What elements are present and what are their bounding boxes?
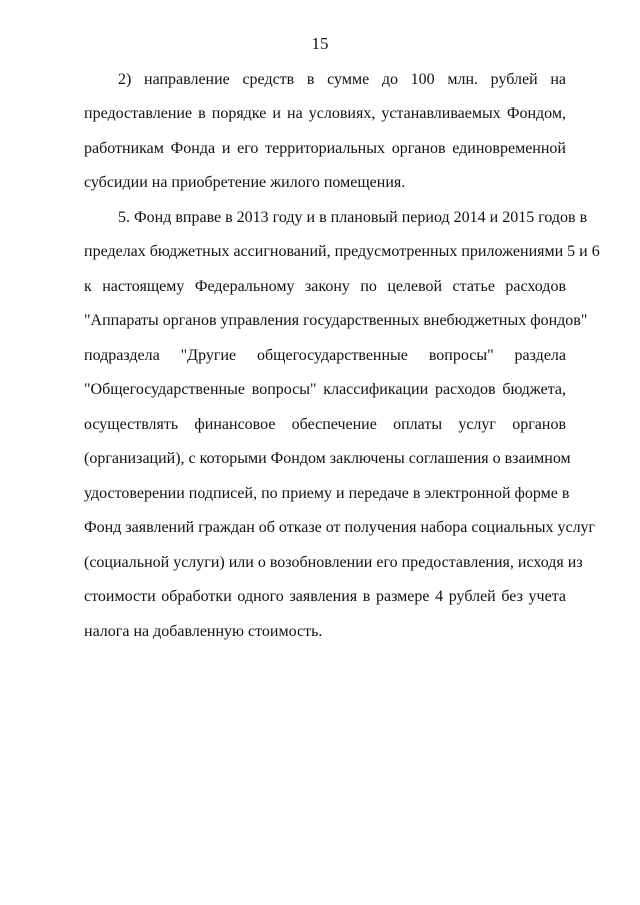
paragraph-2-line-12: стоимости обработки одного заявления в размере 4 рублей без учета — [84, 588, 566, 605]
paragraph-2-line-9: удостоверении подписей, по приему и передаче в электронной форме в — [84, 485, 570, 502]
paragraph-2-line-7: осуществлять финансовое обеспечение оплаты услуг органов — [84, 416, 566, 433]
paragraph-2-line-5: подраздела "Другие общегосударственные вопросы" раздела — [84, 347, 566, 364]
paragraph-2-line-3: к настоящему Федеральному закону по целевой статье расходов — [84, 278, 566, 295]
paragraph-1-line-2: предоставление в порядке и на условиях, устанавливаемых Фондом, — [84, 105, 566, 122]
paragraph-2-line-6: "Общегосударственные вопросы" классификации расходов бюджета, — [84, 381, 566, 398]
paragraph-1-line-3: работникам Фонда и его территориальных органов единовременной — [84, 140, 566, 157]
paragraph-1-line-1: 2) направление средств в сумме до 100 млн. рублей на — [118, 71, 566, 88]
paragraph-2-line-11: (социальной услуги) или о возобновлении его предоставления, исходя из — [84, 554, 583, 571]
paragraph-2-line-10: Фонд заявлений граждан об отказе от получения набора социальных услуг — [84, 519, 596, 536]
paragraph-2-line-8: (организаций), с которыми Фондом заключены соглашения о взаимном — [84, 450, 571, 467]
page-number: 15 — [311, 34, 329, 53]
paragraph-2-line-13: налога на добавленную стоимость. — [84, 623, 323, 640]
paragraph-1-line-4: субсидии на приобретение жилого помещения. — [84, 174, 406, 191]
paragraph-2-line-1: 5. Фонд вправе в 2013 году и в плановый период 2014 и 2015 годов в — [118, 209, 588, 226]
paragraph-2-line-4: "Аппараты органов управления государственных внебюджетных фондов" — [84, 312, 588, 329]
paragraph-2-line-2: пределах бюджетных ассигнований, предусмотренных приложениями 5 и 6 — [84, 243, 600, 260]
